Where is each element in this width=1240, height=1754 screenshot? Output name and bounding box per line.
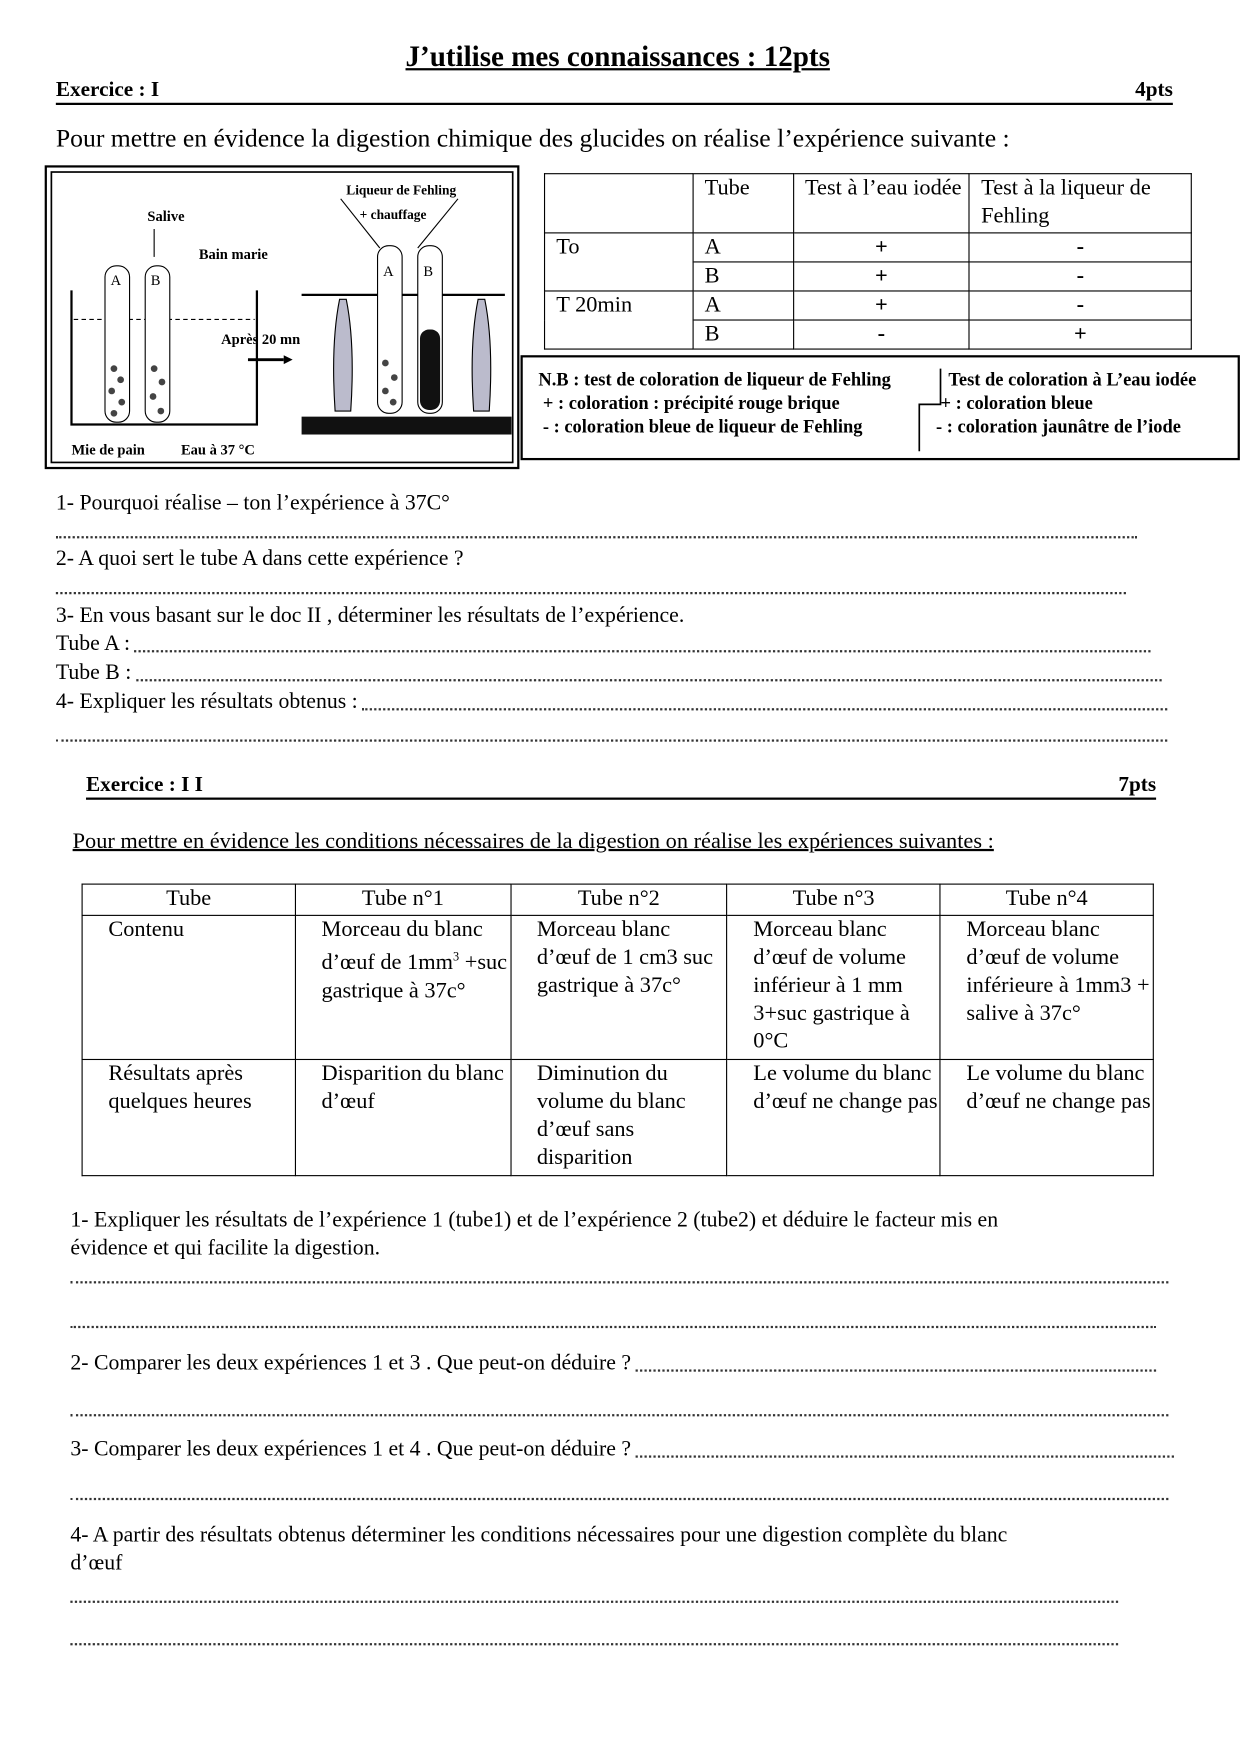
resultat-cell: Diminution du volume du blanc d’œuf sans disparition (511, 1059, 727, 1175)
header-cell: Tube n°4 (940, 884, 1153, 915)
answer-line[interactable] (70, 1281, 1168, 1283)
ex1-question-4[interactable] (56, 689, 1167, 716)
table-header-row (82, 884, 1153, 915)
answer-line[interactable] (70, 1326, 1156, 1328)
fehling-cell: - (969, 233, 1191, 262)
nb-legend-line: + : coloration : précipité rouge brique (542, 392, 840, 414)
table-row (545, 291, 1192, 320)
fehling-cell: - (969, 262, 1191, 291)
nb-legend-line: + : coloration bleue (940, 392, 1093, 414)
answer-line[interactable] (70, 1643, 1118, 1645)
fehling-cell: - (969, 291, 1191, 320)
results-table-1 (544, 173, 1192, 349)
svg-text:B: B (423, 263, 434, 280)
ex2-question-1: 1- Expliquer les résultats de l’expérience 1 (tube1) et de l’expérience 2 (tube2) et déduire le facteur mis en (70, 1208, 999, 1233)
time-cell: T 20min (545, 291, 693, 349)
tube-cell: A (693, 233, 793, 262)
ex2-question-2[interactable] (70, 1350, 1156, 1377)
nb-legend-line: N.B : test de coloration de liqueur de Fehling (538, 368, 891, 390)
header-cell: Tube (693, 174, 793, 233)
nb-legend-line: - : coloration bleue de liqueur de Fehling (542, 415, 863, 437)
svg-text:Liqueur de Fehling: Liqueur de Fehling (346, 182, 457, 198)
header-cell (545, 174, 693, 233)
table-row-resultats (82, 1059, 1153, 1175)
resultat-cell: Le volume du blanc d’œuf ne change pas (940, 1059, 1153, 1175)
results-table-2 (82, 884, 1154, 1177)
answer-line[interactable] (70, 1498, 1168, 1500)
header-cell: Tube n°3 (727, 884, 940, 915)
iode-cell: + (793, 233, 969, 262)
answer-line[interactable] (56, 739, 1167, 741)
page-title: J’utilise mes connaissances : 12pts (405, 40, 830, 73)
exercise-2-intro: Pour mettre en évidence les conditions nécessaires de la digestion on réalise les expériences suivantes : (72, 828, 994, 854)
tube-cell: B (693, 262, 793, 291)
exercise-1-header (56, 78, 1173, 105)
ex1-question-3: 3- En vous basant sur le doc II , déterminer les résultats de l’expérience. (55, 604, 685, 628)
nb-legend-line: Test de coloration à L’eau iodée (948, 368, 1197, 390)
tube-a-answer[interactable] (56, 631, 1151, 658)
tube-a-label: Tube A : (55, 632, 131, 656)
svg-text:Après 20 mn: Après 20 mn (221, 332, 301, 349)
exercise-1-points: 4pts (1135, 78, 1173, 102)
contenu-cell: Morceau blanc d’œuf de volume inférieure à 1mm3 + salive à 37c° (940, 915, 1153, 1059)
ex1-question-2: 2- A quoi sert le tube A dans cette expérience ? (55, 547, 464, 571)
svg-text:A: A (383, 263, 394, 280)
ex2-question-4: 4- A partir des résultats obtenus déterminer les conditions nécessaires pour une digestion complète du blanc (70, 1523, 1008, 1548)
ex2-question-4-cont: d’œuf (70, 1551, 123, 1575)
exercise-1-label: Exercice : I (55, 78, 160, 102)
contenu-cell: Morceau blanc d’œuf de 1 cm3 suc gastrique à 37c° (511, 915, 727, 1059)
svg-text:Salive: Salive (147, 209, 185, 226)
tube-cell: A (693, 291, 793, 320)
answer-line[interactable] (56, 536, 1137, 538)
question-label: 4- Expliquer les résultats obtenus : (55, 690, 358, 714)
nb-legend-box (521, 355, 1240, 460)
resultat-cell: Le volume du blanc d’œuf ne change pas (727, 1059, 940, 1175)
exercise-2-header (86, 773, 1156, 800)
header-cell: Test à l’eau iodée (793, 174, 969, 233)
contenu-cell: Morceau blanc d’œuf de volume inférieur à 1 mm 3+suc gastrique à 0°C (727, 915, 940, 1059)
question-label: 3- Comparer les deux expériences 1 et 4 . Que peut-on déduire ? (70, 1437, 632, 1462)
tube-cell: B (693, 320, 793, 349)
answer-line[interactable] (56, 592, 1126, 594)
iode-cell: - (793, 320, 969, 349)
tube-b-answer[interactable] (56, 660, 1162, 687)
header-cell: Tube n°2 (511, 884, 727, 915)
header-cell: Test à la liqueur de Fehling (969, 174, 1191, 233)
row-label: Résultats après quelques heures (82, 1059, 295, 1175)
contenu-cell: Morceau du blanc d’œuf de $1mm^3 +suc$ gastrique à 37c° (295, 915, 510, 1059)
svg-text:B: B (150, 272, 161, 289)
iode-cell: + (793, 291, 969, 320)
ex1-question-1: 1- Pourquoi réalise – ton l’expérience à 37C° (55, 491, 450, 515)
header-cell: Tube n°1 (295, 884, 510, 915)
iode-cell: + (793, 262, 969, 291)
row-label: Contenu (82, 915, 295, 1059)
nb-legend-line: - : coloration jaunâtre de l’iode (936, 415, 1181, 437)
header-cell: Tube (82, 884, 295, 915)
tube-b-label: Tube B : (55, 661, 132, 685)
table-row (545, 233, 1192, 262)
exercise-1-intro: Pour mettre en évidence la digestion chimique des glucides on réalise l’expérience suivante : (55, 123, 1010, 152)
svg-text:Mie de pain: Mie de pain (71, 442, 145, 459)
table-row-contenu (82, 915, 1153, 1059)
exercise-2-label: Exercice : I I (86, 772, 203, 797)
time-cell: To (545, 233, 693, 291)
answer-line[interactable] (70, 1414, 1168, 1416)
svg-text:Bain marie: Bain marie (198, 247, 268, 264)
ex2-question-1-cont: évidence et qui facilite la digestion. (70, 1236, 381, 1260)
ex2-question-3[interactable] (70, 1436, 1174, 1463)
experiment-figure (45, 165, 520, 469)
svg-text:Eau à 37 °C: Eau à 37 °C (180, 442, 255, 459)
resultat-cell: Disparition du blanc d’œuf (295, 1059, 510, 1175)
answer-line[interactable] (70, 1601, 1118, 1603)
question-label: 2- Comparer les deux expériences 1 et 3 . Que peut-on déduire ? (70, 1351, 632, 1376)
svg-text:+ chauffage: + chauffage (359, 206, 427, 222)
fehling-cell: + (969, 320, 1191, 349)
exercise-2-points: 7pts (1118, 772, 1157, 797)
svg-text:A: A (110, 272, 122, 289)
